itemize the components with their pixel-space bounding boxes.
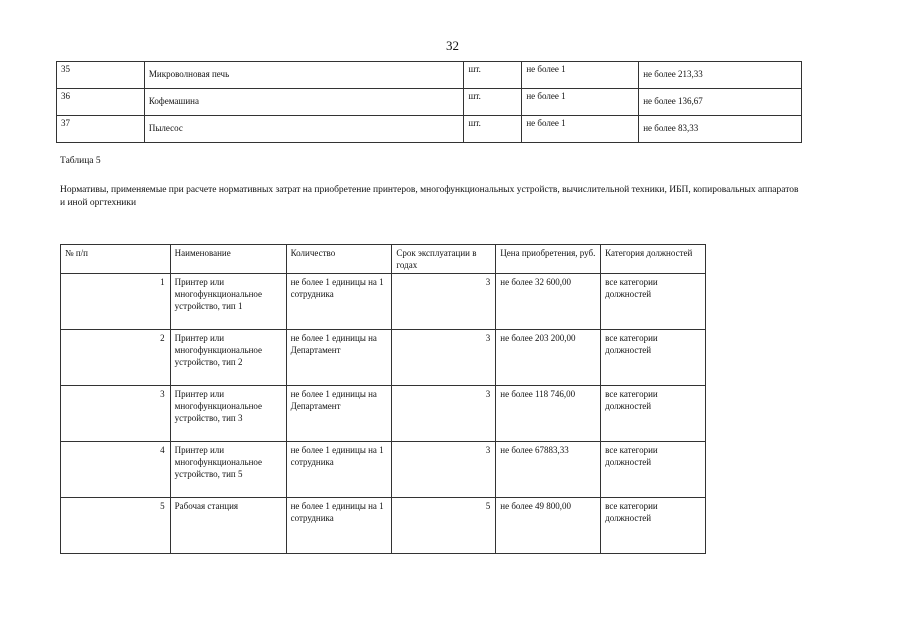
table5-caption: Таблица 5 — [60, 156, 101, 166]
table5-row — [61, 498, 706, 554]
row-num: 3 — [61, 386, 171, 442]
row-name: Микроволновая печь — [144, 62, 464, 89]
row-price: не более 83,33 — [639, 116, 802, 143]
header-qty: Количество — [286, 245, 392, 274]
row-term: 3 — [392, 442, 496, 498]
row-name: Кофемашина — [144, 89, 464, 116]
row-name: Рабочая станция — [170, 498, 286, 554]
row-num: 1 — [61, 274, 171, 330]
top-table-row — [57, 89, 802, 116]
row-qty: не более 1 — [522, 116, 639, 143]
row-price: не более 203 200,00 — [496, 330, 601, 386]
header-category: Категория должностей — [601, 245, 706, 274]
row-category: все категории должностей — [601, 274, 706, 330]
row-price: не более 213,33 — [639, 62, 802, 89]
row-name: Принтер или многофункциональное устройство, тип 5 — [170, 442, 286, 498]
row-qty: не более 1 единицы на 1 сотрудника — [286, 498, 392, 554]
row-qty: не более 1 единицы на 1 сотрудника — [286, 274, 392, 330]
row-unit: шт. — [464, 62, 522, 89]
table5-row — [61, 330, 706, 386]
top-table-row — [57, 62, 802, 89]
table5-header-row — [61, 245, 706, 274]
row-num: 2 — [61, 330, 171, 386]
row-term: 3 — [392, 386, 496, 442]
row-term: 5 — [392, 498, 496, 554]
row-price: не более 67883,33 — [496, 442, 601, 498]
row-price: не более 32 600,00 — [496, 274, 601, 330]
table5-row — [61, 442, 706, 498]
row-qty: не более 1 единицы на Департамент — [286, 386, 392, 442]
row-term: 3 — [392, 330, 496, 386]
header-price: Цена приобретения, руб. — [496, 245, 601, 274]
row-num: 36 — [57, 89, 145, 116]
table5-row — [61, 274, 706, 330]
row-qty: не более 1 — [522, 89, 639, 116]
table5 — [60, 244, 706, 554]
table5-row — [61, 386, 706, 442]
row-category: все категории должностей — [601, 330, 706, 386]
row-price: не более 136,67 — [639, 89, 802, 116]
top-table — [56, 61, 802, 143]
row-unit: шт. — [464, 116, 522, 143]
row-name: Принтер или многофункциональное устройство, тип 3 — [170, 386, 286, 442]
row-num: 4 — [61, 442, 171, 498]
header-name: Наименование — [170, 245, 286, 274]
row-name: Принтер или многофункциональное устройство, тип 1 — [170, 274, 286, 330]
row-name: Пылесос — [144, 116, 464, 143]
header-term: Срок эксплуатации в годах — [392, 245, 496, 274]
row-category: все категории должностей — [601, 386, 706, 442]
row-term: 3 — [392, 274, 496, 330]
page-number: 32 — [446, 38, 459, 53]
row-name: Принтер или многофункциональное устройство, тип 2 — [170, 330, 286, 386]
row-qty: не более 1 единицы на 1 сотрудника — [286, 442, 392, 498]
table5-description: Нормативы, применяемые при расчете нормативных затрат на приобретение принтеров, многофункциональных устройств, вычислительной техники, ИБП, копировальных аппаратов и иной оргтехники — [60, 185, 799, 208]
row-qty: не более 1 — [522, 62, 639, 89]
row-qty: не более 1 единицы на Департамент — [286, 330, 392, 386]
row-num: 35 — [57, 62, 145, 89]
header-num: № п/п — [61, 245, 171, 274]
top-table-row — [57, 116, 802, 143]
row-unit: шт. — [464, 89, 522, 116]
row-category: все категории должностей — [601, 498, 706, 554]
row-price: не более 118 746,00 — [496, 386, 601, 442]
row-num: 5 — [61, 498, 171, 554]
row-category: все категории должностей — [601, 442, 706, 498]
row-price: не более 49 800,00 — [496, 498, 601, 554]
row-num: 37 — [57, 116, 145, 143]
